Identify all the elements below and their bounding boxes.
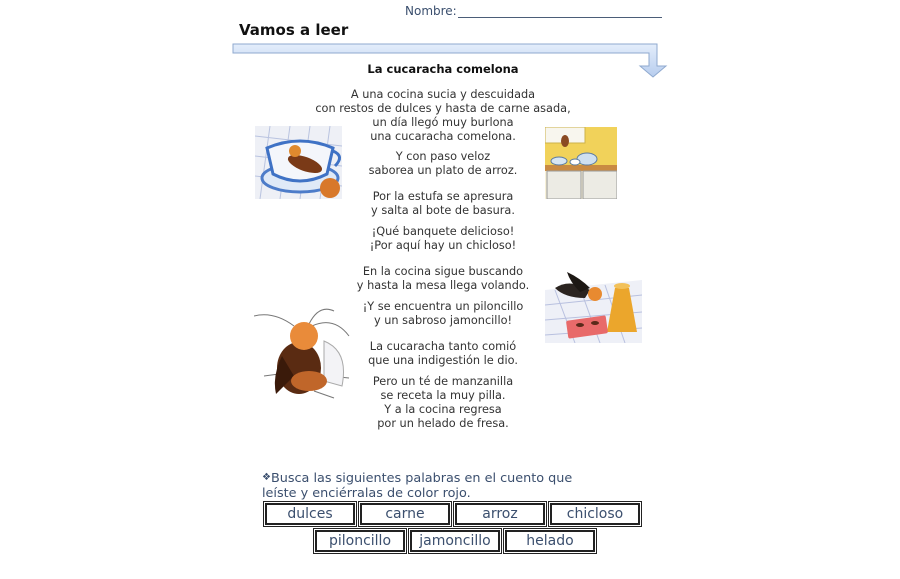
verse: A una cocina sucia y descuidada	[350, 88, 536, 101]
verse: En la cocina sigue buscando	[362, 265, 524, 278]
word-box-jamoncillo: jamoncillo	[410, 530, 500, 552]
verse: y un sabroso jamoncillo!	[373, 314, 513, 327]
word-box-carne: carne	[360, 503, 450, 525]
verse: ¡Qué banquete delicioso!	[371, 225, 515, 238]
verse: saborea un plato de arroz.	[368, 164, 518, 177]
word-box-arroz: arroz	[455, 503, 545, 525]
name-blank-line[interactable]	[458, 5, 662, 18]
verse: y hasta la mesa llega volando.	[356, 279, 530, 292]
word-box-dulces: dulces	[265, 503, 355, 525]
story-title: La cucaracha comelona	[367, 62, 519, 76]
verse: La cucaracha tanto comió	[369, 340, 517, 353]
word-box-chicloso: chicloso	[550, 503, 640, 525]
instruction-line-2: leíste y enciérralas de color rojo.	[262, 486, 471, 501]
stanza-4	[290, 225, 596, 253]
verse: se receta la muy pilla.	[380, 389, 506, 402]
teacup-cockroach-illustration	[255, 126, 342, 199]
word-box-piloncillo: piloncillo	[315, 530, 405, 552]
name-field[interactable]	[405, 4, 662, 18]
verse: por un helado de fresa.	[377, 417, 509, 430]
exercise-instruction	[262, 470, 602, 501]
verse: ¡Por aquí hay un chicloso!	[369, 239, 517, 252]
name-label: Nombre:	[405, 4, 457, 18]
verse: con restos de dulces y hasta de carne asada,	[315, 102, 571, 115]
verse: Pero un té de manzanilla	[372, 375, 514, 388]
verse: y salta al bote de basura.	[371, 204, 515, 217]
verse: que una indigestión le dio.	[368, 354, 518, 367]
verse: Y a la cocina regresa	[384, 403, 502, 416]
word-box-helado: helado	[505, 530, 595, 552]
table-cockroach-illustration	[545, 270, 642, 343]
verse: un día llegó muy burlona	[372, 116, 514, 129]
cockroach-sitting-illustration	[254, 306, 354, 402]
verse: ¡Y se encuentra un piloncillo	[362, 300, 524, 313]
page-title: Vamos a leer	[239, 21, 349, 39]
verse: una cucaracha comelona.	[370, 130, 516, 143]
instruction-line-1: Busca las siguientes palabras en el cuento que	[270, 471, 573, 486]
kitchen-illustration	[545, 127, 617, 199]
verse: Por la estufa se apresura	[372, 190, 514, 203]
diamond-bullet-icon: ❖	[262, 472, 271, 483]
verse: Y con paso veloz	[395, 150, 491, 163]
